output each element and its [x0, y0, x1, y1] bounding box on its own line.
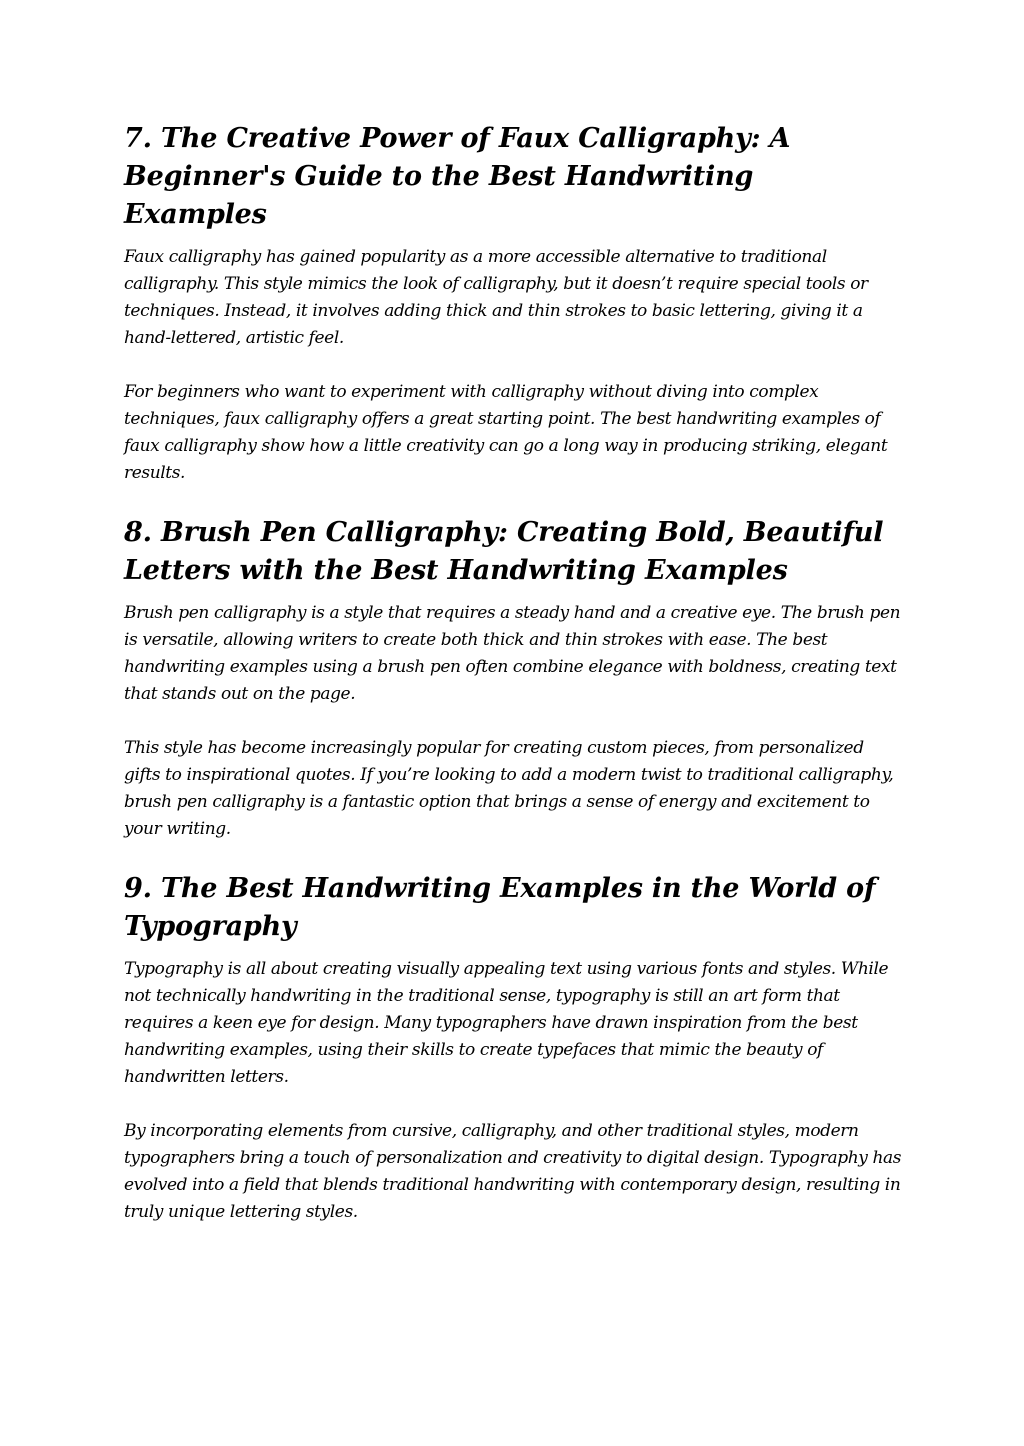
section-7-heading: 7. The Creative Power of Faux Calligraphy: A Beginner's Guide to the Best Handwriting Examples: [124, 123, 791, 230]
section-9-heading: 9. The Best Handwriting Examples in the World of Typography: [124, 873, 876, 942]
section-9: [124, 870, 904, 1226]
section-8-paragraph-1: Brush pen calligraphy is a style that requires a steady hand and a creative eye. The brush pen is versatile, allowing writers to create both thick and thin strokes with ease. The best handwriting examples using a brush pen often combine elegance with boldness, creating text that stands out on the page.: [124, 603, 901, 704]
section-7: [124, 120, 904, 487]
section-8-paragraph-2: This style has become increasingly popular for creating custom pieces, from personalized gifts to inspirational quotes. If you’re looking to add a modern twist to traditional calligraphy, brush pen calligraphy is a fantastic option that brings a sense of energy and excitement to your writing.: [124, 738, 894, 839]
section-7-paragraph-1: Faux calligraphy has gained popularity as a more accessible alternative to traditional calligraphy. This style mimics the look of calligraphy, but it doesn’t require special tools or techniques. Instead, it involves adding thick and thin strokes to basic lettering, giving it a hand-lettered, artistic feel.: [124, 247, 868, 348]
section-9-paragraph-2: By incorporating elements from cursive, calligraphy, and other traditional styles, modern typographers bring a touch of personalization and creativity to digital design. Typography has evolved into a field that blends traditional handwriting with contemporary design, resulting in truly unique lettering styles.: [124, 1121, 902, 1222]
section-7-paragraph-2: For beginners who want to experiment with calligraphy without diving into complex techniques, faux calligraphy offers a great starting point. The best handwriting examples of faux calligraphy show how a little creativity can go a long way in producing striking, elegant results.: [124, 382, 888, 483]
section-8-heading: 8. Brush Pen Calligraphy: Creating Bold, Beautiful Letters with the Best Handwriting Examples: [124, 517, 884, 586]
document-page: [124, 120, 904, 1253]
section-9-paragraph-1: Typography is all about creating visually appealing text using various fonts and styles. While not technically handwriting in the traditional sense, typography is still an art form that requires a keen eye for design. Many typographers have drawn inspiration from the best handwriting examples, using their skills to create typefaces that mimic the beauty of handwritten letters.: [124, 959, 889, 1087]
section-8: [124, 514, 904, 843]
